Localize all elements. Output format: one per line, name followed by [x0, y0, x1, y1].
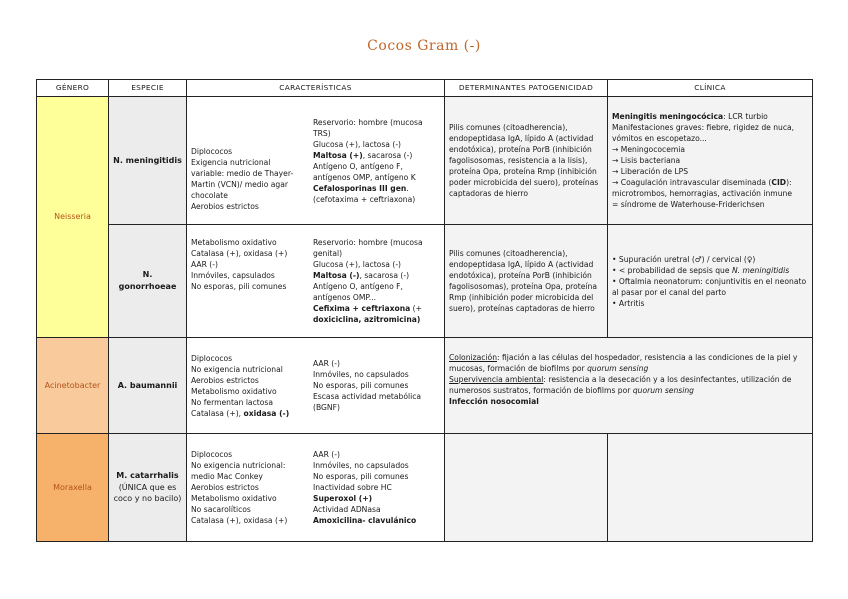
clin-text: : LCR turbio — [723, 112, 768, 121]
clin-arrow-item: → Liberación de LPS — [612, 166, 808, 177]
char-line: Superoxol (+) — [313, 494, 373, 503]
characteristics-meningitidis — [187, 97, 445, 225]
row-catarrhalis — [37, 434, 813, 542]
char-line: Catalasa (+), oxidasa (+) — [191, 516, 288, 525]
clin-bullet: • Supuración uretral (♂) / cervical (♀) — [612, 254, 808, 265]
char-line: No esporas, pili comunes — [191, 282, 287, 291]
row-gonorrhoeae — [37, 225, 813, 338]
char-text: , sacarosa (-) — [359, 271, 410, 280]
clin-text: Coagulación intravascular diseminada ( — [620, 178, 772, 187]
char-line — [191, 408, 305, 419]
char-line: Diplococos — [191, 147, 233, 156]
char-line: Actividad ADNasa — [313, 505, 381, 514]
clin-text: : resistencia a la desecación y a los desinfectantes, utilización de numerosos sustratos, formación de biofilms por — [449, 375, 792, 395]
header-determinants: DETERMINANTES PATOGENICIDAD — [445, 80, 608, 97]
page-title: Cocos Gram (-) — [367, 38, 481, 54]
char-line: Metabolismo oxidativo — [191, 386, 277, 396]
char-line: Diplococos — [191, 450, 233, 459]
species-meningitidis: N. meningitidis — [109, 97, 187, 225]
char-specific-col — [309, 114, 444, 208]
char-line: No esporas, pili comunes — [313, 381, 409, 390]
clin-bullet: • Artritis — [612, 298, 808, 309]
char-text: , sacarosa (-) — [362, 150, 413, 160]
char-text: . (cefotaxima + ceftriaxona) — [313, 183, 416, 204]
char-line: No exigencia nutricional: medio Mac Conkey — [191, 461, 286, 481]
clinical-meningitidis — [608, 97, 813, 225]
char-line: Metabolismo oxidativo — [191, 238, 277, 247]
char-shared-col — [187, 106, 309, 215]
char-line: Inactividad sobre HC — [313, 483, 392, 492]
char-shared-col — [187, 234, 309, 295]
char-line: Glucosa (+), lactosa (-) — [313, 260, 402, 269]
clin-text: ): microtrombos, hemorragias, activación inmune — [612, 178, 793, 198]
char-bold: Cefixima + ceftriaxona — [313, 304, 411, 313]
char-line — [313, 303, 440, 325]
clin-line: Infección nosocomial — [449, 397, 539, 406]
clin-text: < probabilidad de sepsis que — [618, 265, 732, 275]
characteristics-catarrhalis — [187, 434, 445, 542]
clin-line — [449, 374, 808, 396]
char-line: No esporas, pili comunes — [313, 472, 409, 481]
char-line: Escasa actividad metabólica (BGNF) — [313, 392, 422, 412]
species-name: M. catarrhalis — [116, 471, 179, 481]
header-clinical: CLÍNICA — [608, 80, 813, 97]
char-col-1 — [187, 446, 309, 529]
char-line: Reservorio: hombre (mucosa genital) — [313, 238, 423, 258]
char-line: Antígeno O, antígeno F, antígenos OMP, antígeno K — [313, 161, 416, 182]
clinical-gonorrhoeae — [608, 225, 813, 338]
char-bold: oxidasa (-) — [243, 408, 290, 418]
clin-line: = síndrome de Waterhouse-Friderichsen — [612, 200, 765, 209]
char-line: Antígeno O, antígeno F, antígenos OMP... — [313, 282, 403, 302]
char-line: Inmóviles, no capsulados — [313, 461, 409, 470]
char-line: Amoxicilina- clavulánico — [313, 516, 417, 525]
char-bold: Cefalosporinas III gen — [313, 183, 407, 193]
bacteria-table — [36, 79, 813, 542]
determinants-catarrhalis — [445, 434, 608, 542]
clin-text: : fijación a las células del hospedador, resistencia a las condiciones de la piel y mucosas, formación de biofilms por — [449, 353, 798, 373]
char-line — [313, 150, 440, 161]
char-text: (+ — [410, 304, 422, 313]
species-baumannii: A. baumannii — [109, 338, 187, 434]
clin-italic: quorum sensing — [587, 364, 649, 373]
header-characteristics: CARACTERÍSTICAS — [187, 80, 445, 97]
char-line — [313, 270, 440, 281]
clin-italic: quorum sensing — [632, 386, 694, 395]
char-line: Catalasa (+), oxidasa (+) — [191, 249, 288, 258]
species-note: (ÚNICA que es coco y no bacilo) — [113, 482, 182, 504]
detclin-baumannii — [445, 338, 813, 434]
clin-underline: Colonización — [449, 353, 498, 362]
header-row — [37, 80, 813, 97]
clinical-catarrhalis — [608, 434, 813, 542]
char-col-2 — [309, 446, 444, 529]
clin-underline: Supervivencia ambiental — [449, 375, 544, 384]
char-text: Catalasa (+), — [191, 408, 244, 418]
clin-bullet — [612, 265, 808, 276]
determinants-gonorrhoeae: Pilis comunes (citoadherencia), endopeptidasa IgA, lípido A (actividad endotóxica), proteína PorB (inhibición fagolisosomas), proteína Opa, proteína Rmp (inhibición poder microbicida del suero), proteínas captadoras de hierro — [445, 225, 608, 338]
char-line: No exigencia nutricional — [191, 364, 283, 374]
char-line: Glucosa (+), lactosa (-) — [313, 139, 402, 149]
char-bold: doxiciclina, azitromicina) — [313, 315, 421, 324]
char-line: Aerobios estrictos — [191, 375, 259, 385]
char-col-2 — [309, 355, 444, 416]
char-line: Aerobios estrictos — [191, 202, 259, 211]
clin-bold: CID — [771, 178, 787, 187]
char-line: Exigencia nutricional variable: medio de Thayer-Martin (VCN)/ medio agar chocolate — [191, 158, 294, 200]
clin-arrow-item — [612, 177, 808, 199]
clin-arrow-item: → Meningococemia — [612, 144, 808, 155]
char-bold: Maltosa (+) — [313, 150, 363, 160]
row-meningitidis — [37, 97, 813, 225]
char-line: AAR (-) — [313, 450, 340, 459]
char-bold: Maltosa (-) — [313, 271, 360, 280]
char-line: Reservorio: hombre (mucosa TRS) — [313, 117, 423, 138]
char-col-1 — [187, 350, 309, 422]
clin-arrow-item: → Lisis bacteriana — [612, 155, 808, 166]
char-line: Inmóviles, no capsulados — [313, 370, 409, 379]
char-line: Diplococos — [191, 353, 233, 363]
characteristics-gonorrhoeae — [187, 225, 445, 338]
characteristics-baumannii — [187, 338, 445, 434]
determinants-meningitidis: Pilis comunes (citoadherencia), endopeptidasa IgA, lípido A (actividad endotóxica), proteína PorB (inhibición fagolisosomas, resistencia a la lisis), proteína Opa, proteína Rmp (inhibición poder microbicida del suero), proteínas captadoras de hierro — [445, 97, 608, 225]
char-line: No fermentan lactosa — [191, 397, 273, 407]
genus-acinetobacter: Acinetobacter — [37, 338, 109, 434]
header-genus: GÉNERO — [37, 80, 109, 97]
clin-line: Manifestaciones graves: fiebre, rigidez de nuca, vómitos en escopetazo... — [612, 123, 795, 143]
row-baumannii — [37, 338, 813, 434]
clin-line — [612, 111, 808, 122]
clin-line — [449, 352, 808, 374]
genus-moraxella: Moraxella — [37, 434, 109, 542]
char-line: Inmóviles, capsulados — [191, 271, 275, 280]
species-catarrhalis — [109, 434, 187, 542]
header-species: ESPECIE — [109, 80, 187, 97]
clin-bullet: • Oftalmia neonatorum: conjuntivitis en el neonato al pasar por el canal del parto — [612, 276, 808, 298]
char-line: AAR (-) — [313, 359, 340, 368]
species-gonorrhoeae: N. gonorrhoeae — [109, 225, 187, 338]
char-line: No sacarolíticos — [191, 505, 251, 514]
genus-neisseria: Neisseria — [37, 97, 109, 338]
char-line — [313, 183, 440, 205]
clin-italic: N. meningitidis — [731, 265, 790, 275]
clin-bold: Meningitis meningocócica — [612, 112, 724, 121]
char-specific-col — [309, 234, 444, 328]
char-line: AAR (-) — [191, 260, 218, 269]
char-line: Metabolismo oxidativo — [191, 494, 277, 503]
char-line: Aerobios estrictos — [191, 483, 259, 492]
